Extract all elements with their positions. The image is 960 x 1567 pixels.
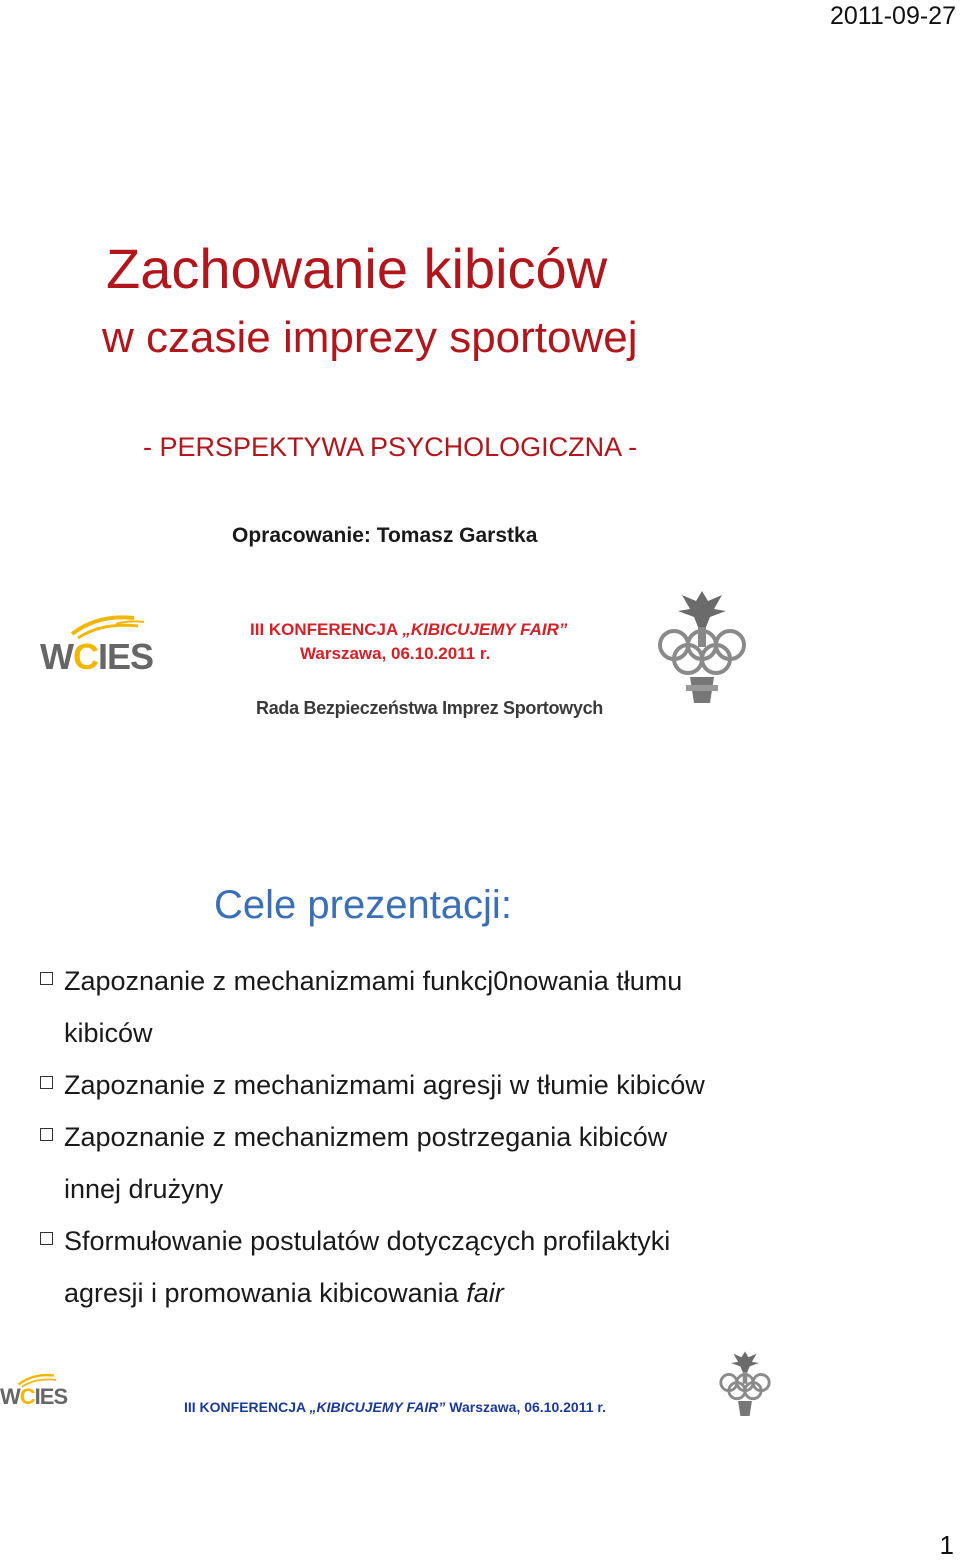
wcies-w: W [0, 1384, 20, 1409]
goals-list [40, 955, 760, 1319]
footer-conference [184, 1399, 606, 1415]
list-item-text: Zapoznanie z mechanizmami agresji w tłumie kibiców [64, 1070, 705, 1100]
goals-title: Cele prezentacji: [214, 883, 512, 927]
bullet-square-icon [40, 1111, 64, 1163]
conference-name: „KIBICUJEMY FAIR” [402, 620, 568, 639]
wcies-rest: IES [97, 636, 154, 677]
list-item [40, 1215, 760, 1319]
olympic-emblem-small-icon [714, 1348, 776, 1420]
wcies-logo [40, 612, 154, 678]
conference-location-date: Warszawa, 06.10.2011 r. [300, 644, 491, 663]
author-line: Opracowanie: Tomasz Garstka [232, 524, 538, 547]
list-item [40, 955, 760, 1059]
document-date: 2011-09-27 [829, 2, 956, 30]
footer-conference-location-date: Warszawa, 06.10.2011 r. [445, 1399, 606, 1415]
list-item-text: Zapoznanie z mechanizmami funkcj0nowania tłumu kibiców [64, 966, 683, 1048]
conference-prefix: III KONFERENCJA [250, 620, 403, 639]
list-item-text [64, 1215, 724, 1319]
footer-conference-name: „KIBICUJEMY FAIR” [309, 1399, 446, 1415]
footer-conference-prefix: III KONFERENCJA [184, 1399, 310, 1415]
perspective-label: - PERSPEKTYWA PSYCHOLOGICZNA - [143, 432, 638, 462]
list-item [40, 1111, 760, 1215]
wcies-logo-small [0, 1372, 68, 1414]
list-item-text-italic: fair [466, 1278, 504, 1308]
bullet-square-icon [40, 955, 64, 1007]
slide-title: Zachowanie kibiców [106, 237, 608, 300]
slide-subtitle: w czasie imprezy sportowej [102, 313, 638, 362]
wcies-w: W [40, 636, 73, 677]
wcies-rest: IES [34, 1384, 68, 1409]
list-item-text: Zapoznanie z mechanizmem postrzegania kibiców innej drużyny [64, 1122, 668, 1204]
conference-block [250, 620, 567, 664]
bullet-square-icon [40, 1059, 64, 1111]
olympic-emblem-icon [652, 585, 752, 710]
list-item [40, 1059, 760, 1111]
rada-bezpieczenstwa-logo: Rada Bezpieczeństwa Imprez Sportowych [256, 698, 603, 718]
page-number: 1 [939, 1530, 954, 1560]
wcies-c: C [19, 1384, 35, 1409]
wcies-c: C [72, 636, 98, 677]
list-item-text-main: Sformułowanie postulatów dotyczących profilaktyki agresji i promowania kibicowania [64, 1226, 671, 1308]
conference-title [250, 620, 567, 640]
bullet-square-icon [40, 1215, 64, 1267]
